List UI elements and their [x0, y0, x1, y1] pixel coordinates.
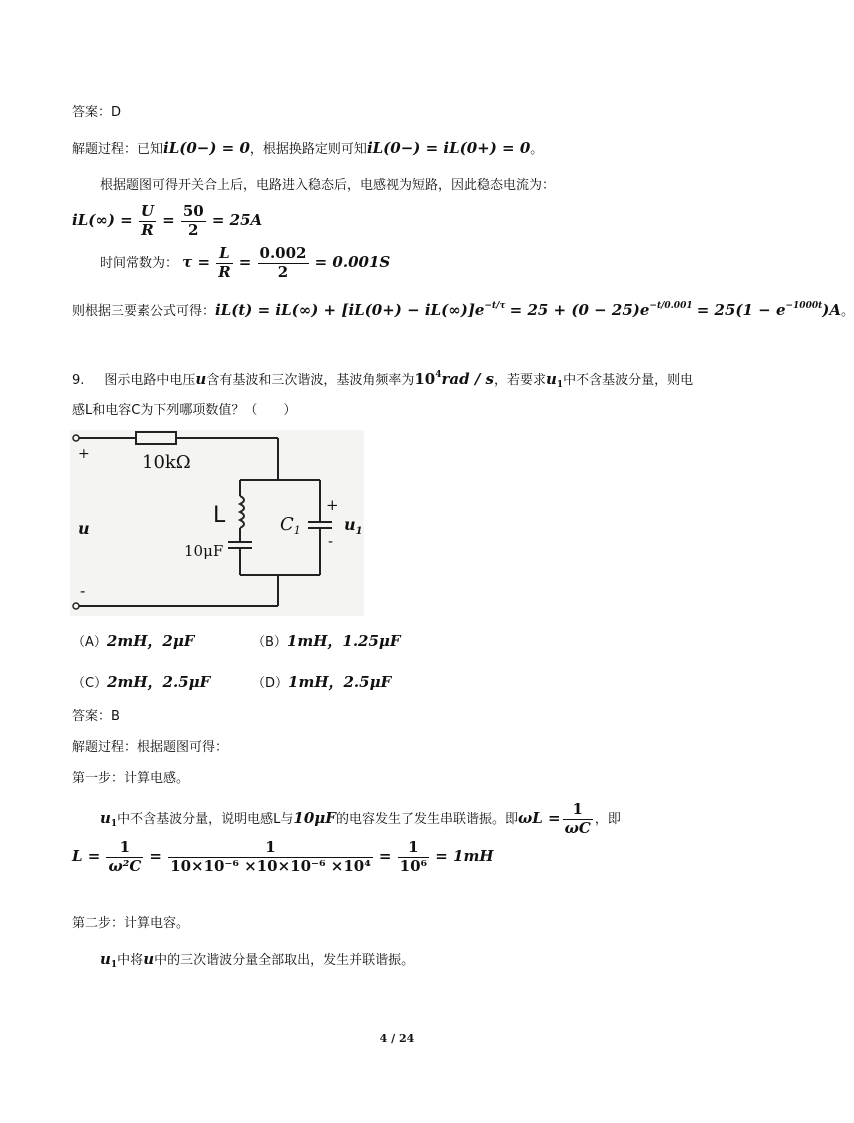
- step2-text-b: 中的三次谐波分量全部取出，发生并联谐振。: [154, 953, 415, 968]
- step1-text-c: ，即: [594, 811, 621, 827]
- q9-text-b: 含有基波和三次谐波，基波角频率为: [206, 373, 415, 388]
- label-inductor: L: [213, 503, 226, 528]
- q9-text-d: 中不含基波分量，则电: [563, 373, 694, 388]
- three-elem-formula-b: = 25 + (0 − 25)e: [509, 301, 650, 319]
- fraction-big: $\frac{1}{\text{10×10⁻⁶ ×10×10⁻⁶ ×10⁴}}$: [170, 838, 371, 875]
- omega-unit: rad / s: [441, 370, 494, 388]
- symbol-u1-c: u: [100, 950, 111, 968]
- para-steady-state: 根据题图可得开关合上后，电路进入稳态后，电感视为短路，因此稳态电流为：: [100, 178, 556, 193]
- fraction-1-omegaC: $\frac{1}{\omega C}$: [564, 800, 591, 837]
- formula-inductance: L = $\frac{1}{\text{ω²C}}$ = $\frac{1}{\text{10×10⁻⁶ ×10×10⁻⁶ ×10⁴}}$ = $\frac{1}{\text{10⁶}}$ = 1mH: [72, 838, 494, 875]
- value-10uF: 10μF: [293, 808, 336, 827]
- option-d: （D）1mH，2.5μF: [252, 673, 392, 691]
- formula-steady-current: iL(∞) = $\frac{U}{R}$ = $\frac{50}{2}$ = 25A: [72, 202, 263, 239]
- label-plus: +: [78, 446, 90, 462]
- question-9-line-1: [72, 371, 693, 390]
- step-1-title: 第一步：计算电感。: [72, 771, 190, 786]
- circuit-diagram: [70, 430, 364, 616]
- label-cap-plus: +: [326, 496, 339, 514]
- page-number: 4 / 24: [379, 1032, 415, 1045]
- exponent-1: −t/τ: [484, 301, 506, 311]
- three-elem-end: 。: [841, 304, 854, 319]
- q9-text-c: ，若要求: [493, 373, 546, 388]
- formula-lhs: iL(∞) =: [72, 210, 133, 229]
- omega-exponent: 4: [435, 370, 442, 380]
- fraction-50-2: $\frac{50}{2}$: [182, 202, 204, 239]
- symbol-u-b: u: [143, 950, 155, 968]
- option-c: （C）2mH，2.5μF: [72, 673, 211, 691]
- question-9-line-2: 感L和电容C为下列哪项数值？（ ）: [72, 403, 297, 418]
- step1-text-b: 的电容发生了发生串联谐振。即: [335, 811, 518, 827]
- solve-mid: ，根据换路定则可知: [249, 142, 367, 157]
- time-const-label: 时间常数为：: [100, 255, 179, 271]
- step-2-title: 第二步：计算电容。: [72, 916, 190, 931]
- three-element-line: [72, 302, 854, 318]
- fraction-l-r: $\frac{L}{R}$: [218, 244, 231, 281]
- formula-iL-chain: iL(0−) = iL(0+) = 0: [366, 139, 531, 157]
- three-elem-formula-c: = 25(1 − e: [696, 301, 786, 319]
- symbol-u1: u: [545, 370, 557, 388]
- solve-line-2: 解题过程：根据题图可得：: [72, 740, 229, 755]
- answer-line: 答案：D: [72, 105, 122, 120]
- terminal-top: [73, 435, 79, 441]
- step2-text-a: 中将: [117, 953, 144, 968]
- answer-line-2: 答案：B: [72, 709, 120, 724]
- solve-end: 。: [530, 142, 544, 157]
- symbol-u: u: [195, 370, 207, 388]
- step-2-text: $u_1$中将u中的三次谐波分量全部取出，发生并联谐振。: [100, 950, 415, 970]
- label-resistor: 10kΩ: [142, 452, 191, 473]
- tau-lhs: τ =: [182, 252, 211, 271]
- three-elem-formula-a: iL(t) = iL(∞) + [iL(0+) − iL(∞)]e: [215, 301, 485, 319]
- option-b-value: 1mH，1.25μF: [286, 632, 401, 650]
- omega-l: ωL =: [517, 808, 561, 827]
- symbol-u1-sub: 1: [556, 380, 564, 390]
- time-constant-line: 时间常数为： τ = $\frac{L}{R}$ = $\frac{0.002}{2}$ = 0.001S: [100, 244, 391, 281]
- label-cap-10uF: 10μF: [184, 542, 224, 560]
- exponent-3: −1000t: [785, 301, 823, 311]
- fraction-1-106: $\frac{1}{\text{10⁶}}$: [399, 838, 428, 875]
- l-result: = 1mH: [435, 846, 494, 865]
- option-b: （B）1mH，1.25μF: [252, 632, 401, 650]
- tau-result: = 0.001S: [314, 252, 391, 271]
- three-elem-formula-d: )A: [822, 301, 841, 319]
- symbol-u1-b: u: [100, 808, 111, 827]
- question-number: 9.: [72, 373, 85, 388]
- solve-prefix: 解题过程：已知: [72, 142, 164, 157]
- label-c1: $C_1$: [280, 514, 301, 537]
- label-cap-minus: -: [328, 532, 334, 550]
- omega-value: 10: [414, 370, 436, 388]
- option-a: （A）2mH，2μF: [72, 632, 195, 650]
- step-1-text: $u_1$中不含基波分量，说明电感L与10μF的电容发生了发生串联谐振。即ωL = $\frac{1}{\omega C}$ ，即: [100, 800, 621, 837]
- exponent-2: −t/0.001: [649, 301, 693, 311]
- step1-text-a: 中不含基波分量，说明电感L与: [117, 811, 294, 827]
- l-lhs: L =: [72, 846, 101, 865]
- fraction-u-r: $\frac{U}{R}$: [140, 202, 154, 239]
- label-u1: $u_1$: [344, 515, 363, 537]
- terminal-bottom: [73, 603, 79, 609]
- option-d-value: 1mH，2.5μF: [288, 673, 392, 691]
- q9-text-a: 图示电路中电压: [104, 373, 196, 388]
- fraction-1-w2c: $\frac{1}{\text{ω²C}}$: [108, 838, 142, 875]
- solve-line-1: [72, 141, 543, 156]
- three-elem-label: 则根据三要素公式可得：: [72, 304, 216, 319]
- label-u: u: [78, 519, 90, 538]
- formula-result: = 25A: [211, 210, 263, 229]
- formula-iL0: iL(0−) = 0: [163, 139, 250, 157]
- fraction-0002-2: $\frac{0.002}{2}$: [259, 244, 307, 281]
- option-a-value: 2mH，2μF: [106, 632, 195, 650]
- option-c-value: 2mH，2.5μF: [107, 673, 211, 691]
- label-minus: -: [80, 581, 86, 600]
